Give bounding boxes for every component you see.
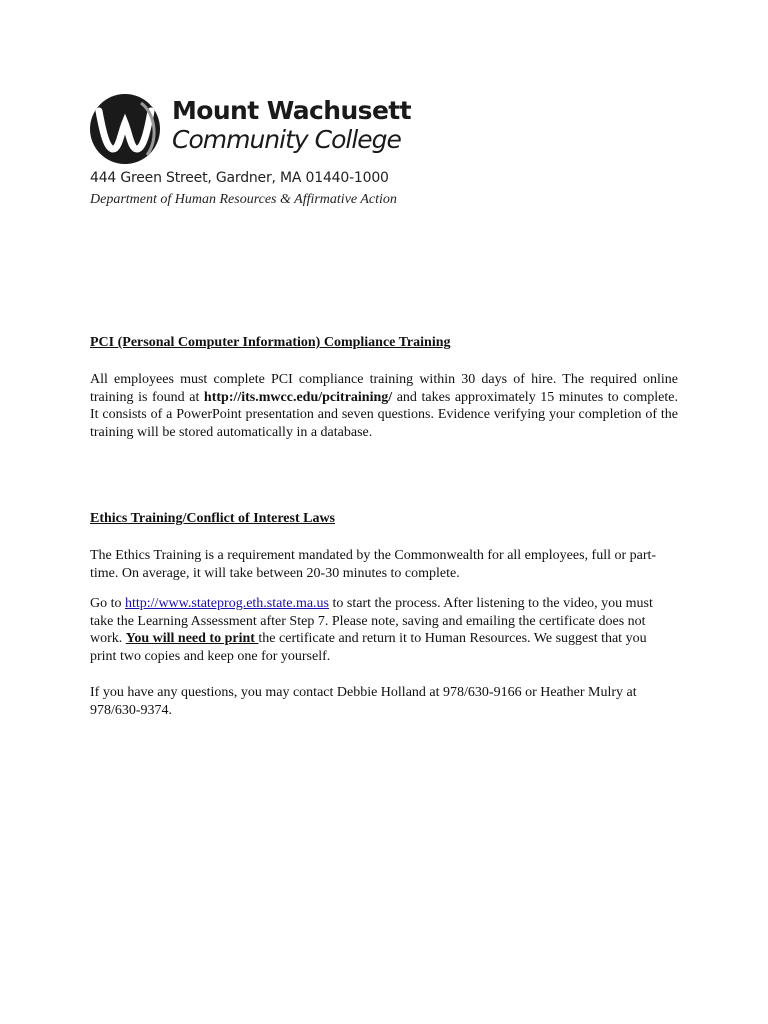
- college-name-line2: Community College: [172, 125, 401, 154]
- ethics-paragraph-2-text-1: Go to: [90, 596, 125, 611]
- college-name-line1: Mount Wachusett: [172, 96, 412, 125]
- ethics-heading: Ethics Training/Conflict of Interest Laws: [90, 511, 336, 526]
- mwcc-w-logo-icon: [89, 93, 161, 165]
- pci-training-url: http://its.mwcc.edu/pcitraining/: [203, 389, 393, 405]
- ethics-training-link[interactable]: http://www.stateprog.eth.state.ma.us: [125, 596, 329, 611]
- ethics-paragraph-2-text-3: the certificate and return it to Human Resources. We suggest that you print two copies and keep one for yourself.: [90, 631, 647, 664]
- contact-paragraph: If you have any questions, you may contact Debbie Holland at 978/630-9166 or Heather Mulry at 978/630-9374.: [90, 685, 637, 718]
- ethics-paragraph-2: [90, 595, 670, 665]
- pci-paragraph-text-2: and takes approximately 15 minutes to complete. It consists of a PowerPoint presentation and seven questions. Evidence verifying your completion of the training will be stored automatically in a database.: [90, 389, 678, 440]
- pci-heading: PCI (Personal Computer Information) Compliance Training: [90, 335, 451, 350]
- ethics-paragraph-2-text-2: to start the process. After listening to the video, you must take the Learning Assessment after Step 7. Please note, saving and emailing the certificate does not work.: [90, 596, 653, 646]
- print-emphasis: You will need to print: [125, 631, 259, 646]
- pci-paragraph: [90, 371, 678, 441]
- pci-paragraph-text-1: All employees must complete PCI compliance training within 30 days of hire. The required online training is found at: [90, 372, 678, 405]
- department-name: Department of Human Resources & Affirmative Action: [90, 192, 397, 207]
- ethics-paragraph-1: The Ethics Training is a requirement mandated by the Commonwealth for all employees, full or part-time. On average, it will take between 20-30 minutes to complete.: [90, 548, 657, 581]
- college-address: 444 Green Street, Gardner, MA 01440-1000: [90, 170, 389, 186]
